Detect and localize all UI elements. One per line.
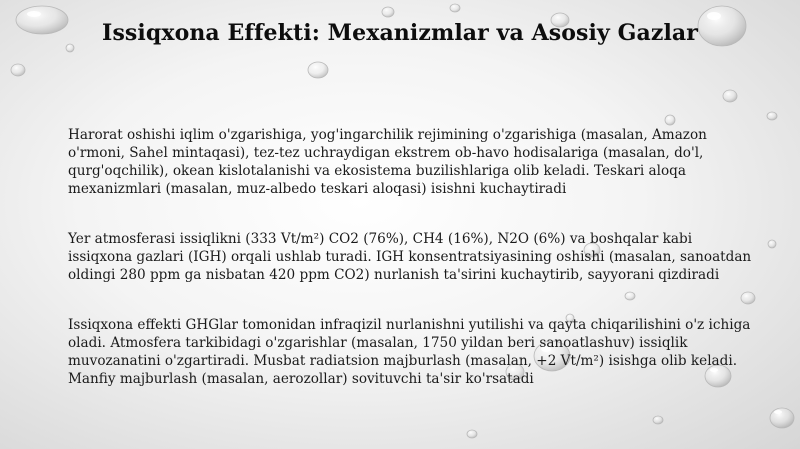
body-paragraph-impacts: Harorat oshishi iqlim o'zgarishiga, yog'ingarchilik rejimining o'zgarishiga (masalan, Amazon o'rmoni, Sahel mintaqasi), tez-tez uchraydigan ekstrem ob-havo hodisalariga (masalan, do'l, qurg'oqchilik), okean kislotalanishi va ekosistema buzilishlariga olib keladi. Teskari aloqa mexanizmlari (masalan, muz-albedo teskari aloqasi) isishni kuchaytiradi [68, 127, 707, 197]
slide-body [68, 126, 758, 420]
slide-title: Issiqxona Effekti: Mexanizmlar va Asosiy Gazlar [102, 20, 698, 46]
body-paragraph-greenhouse-gases: Yer atmosferasi issiqlikni (333 Vt/m²) CO2 (76%), CH4 (16%), N2O (6%) va boshqalar kabi issiqxona gazlari (IGH) orqali ushlab turadi. IGH konsentratsiyasining oshishi (masalan, sanoatdan oldingi 280 ppm ga nisbatan 420 ppm CO2) nurlanish ta'sirini kuchaytirib, sayyorani qizdiradi [68, 231, 752, 283]
body-paragraph-radiative-forcing: Issiqxona effekti GHGlar tomonidan infraqizil nurlanishni yutilishi va qayta chiqarilishini o'z ichiga oladi. Atmosfera tarkibidagi o'zgarishlar (masalan, 1750 yildan beri sanoatlashuv) issiqlik muvozanatini o'zgartiradi. Musbat radiatsion majburlash (masalan, +2 Vt/m²) isishga olib keladi. Manfiy majburlash (masalan, aerozollar) sovituvchi ta'sir ko'rsatadi [68, 317, 751, 387]
